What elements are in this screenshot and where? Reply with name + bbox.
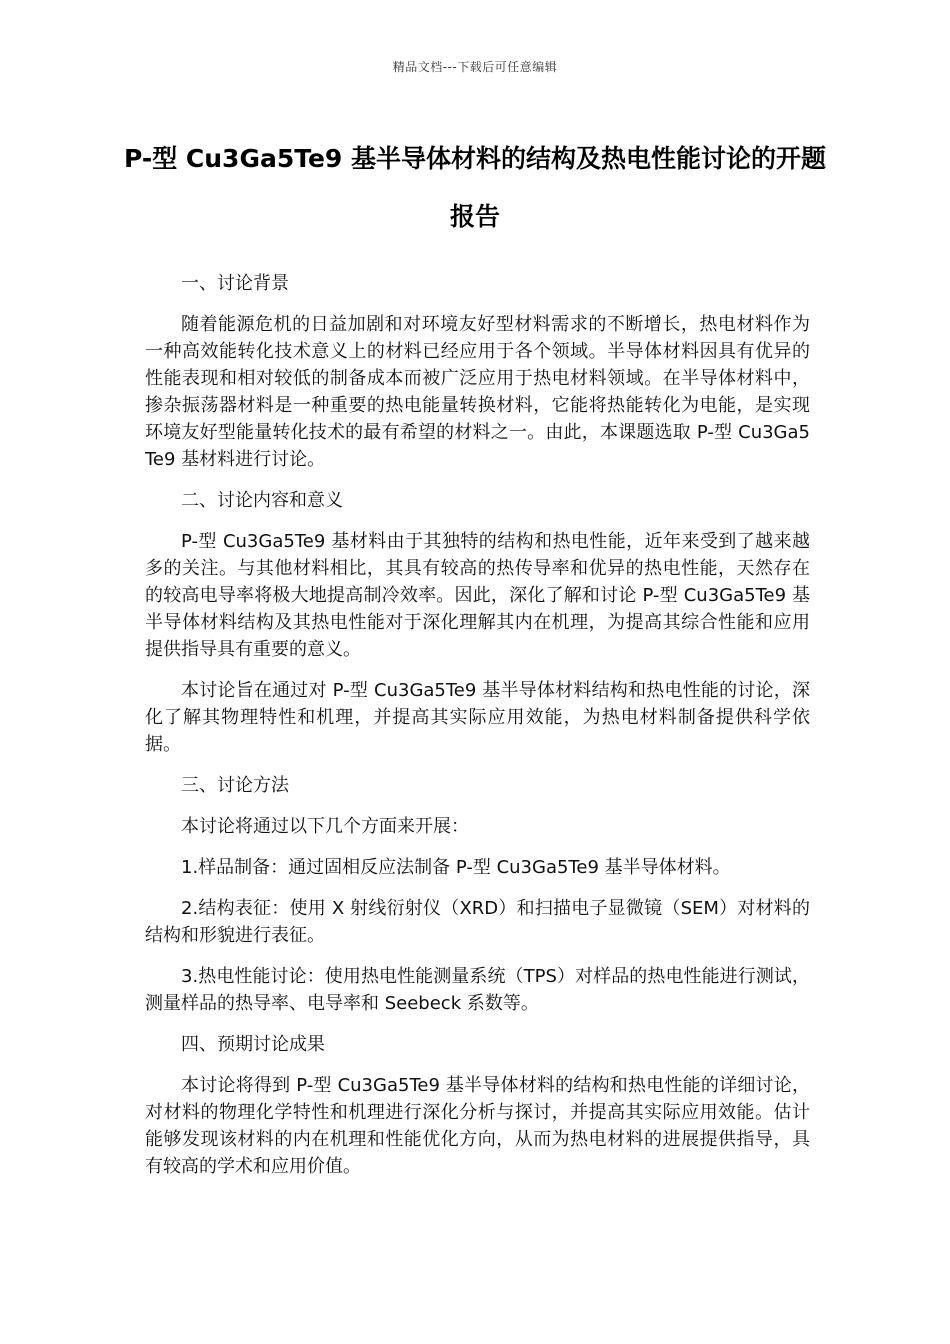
section-heading-outcomes: 四、预期讨论成果 xyxy=(181,1034,325,1055)
paragraph-background: 随着能源危机的日益加剧和对环境友好型材料需求的不断增长，热电材料作为一种高效能转化技术意义上的材料已经应用于各个领域。半导体材料因具有优异的性能表现和相对较低的制备成本而被广泛应用于热电材料领域。在半导体材料中，掺杂振荡器材料是一种重要的热电能量转换材料，它能将热能转化为电能，是实现环境友好型能量转化技术的最有希望的材料之一。由此，本课题选取 P-型 Cu3Ga5Te9 基材料进行讨论。 xyxy=(145,314,810,470)
section-heading-content: 二、讨论内容和意义 xyxy=(181,490,343,511)
paragraph-content-1: P-型 Cu3Ga5Te9 基材料由于其独特的结构和热电性能，近年来受到了越来越多的关注。与其他材料相比，其具有较高的热传导率和优异的热电性能，天然存在的较高电导率将极大地提高制冷效率。因此，深化了解和讨论 P-型 Cu3Ga5Te9 基半导体材料结构及其热电性能对于深化理解其内在机理，为提高其综合性能和应用提供指导具有重要的意义。 xyxy=(145,531,810,660)
section-heading-background: 一、讨论背景 xyxy=(181,273,289,294)
page-header: 精品文档---下载后可任意编辑 xyxy=(392,60,558,74)
section-heading-methods: 三、讨论方法 xyxy=(181,775,289,796)
paragraph-methods-3: 3.热电性能讨论：使用热电性能测量系统（TPS）对样品的热电性能进行测试，测量样品的热导率、电导率和 Seebeck 系数等。 xyxy=(145,966,810,1014)
paragraph-outcomes: 本讨论将得到 P-型 Cu3Ga5Te9 基半导体材料的结构和热电性能的详细讨论，对材料的物理化学特性和机理进行深化分析与探讨，并提高其实际应用效能。估计能够发现该材料的内在机理和性能优化方向，从而为热电材料的进展提供指导，具有较高的学术和应用价值。 xyxy=(145,1075,810,1177)
paragraph-methods-2: 2.结构表征：使用 X 射线衍射仪（XRD）和扫描电子显微镜（SEM）对材料的结构和形貌进行表征。 xyxy=(145,898,810,946)
paragraph-methods-1: 1.样品制备：通过固相反应法制备 P-型 Cu3Ga5Te9 基半导体材料。 xyxy=(181,857,731,878)
paragraph-methods-intro: 本讨论将通过以下几个方面来开展： xyxy=(181,816,469,837)
document-body xyxy=(145,270,810,1194)
document-title: P-型 Cu3Ga5Te9 基半导体材料的结构及热电性能讨论的开题报告 xyxy=(123,144,827,231)
paragraph-content-2: 本讨论旨在通过对 P-型 Cu3Ga5Te9 基半导体材料结构和热电性能的讨论，深化了解其物理特性和机理，并提高其实际应用效能，为热电材料制备提供科学依据。 xyxy=(145,680,810,755)
